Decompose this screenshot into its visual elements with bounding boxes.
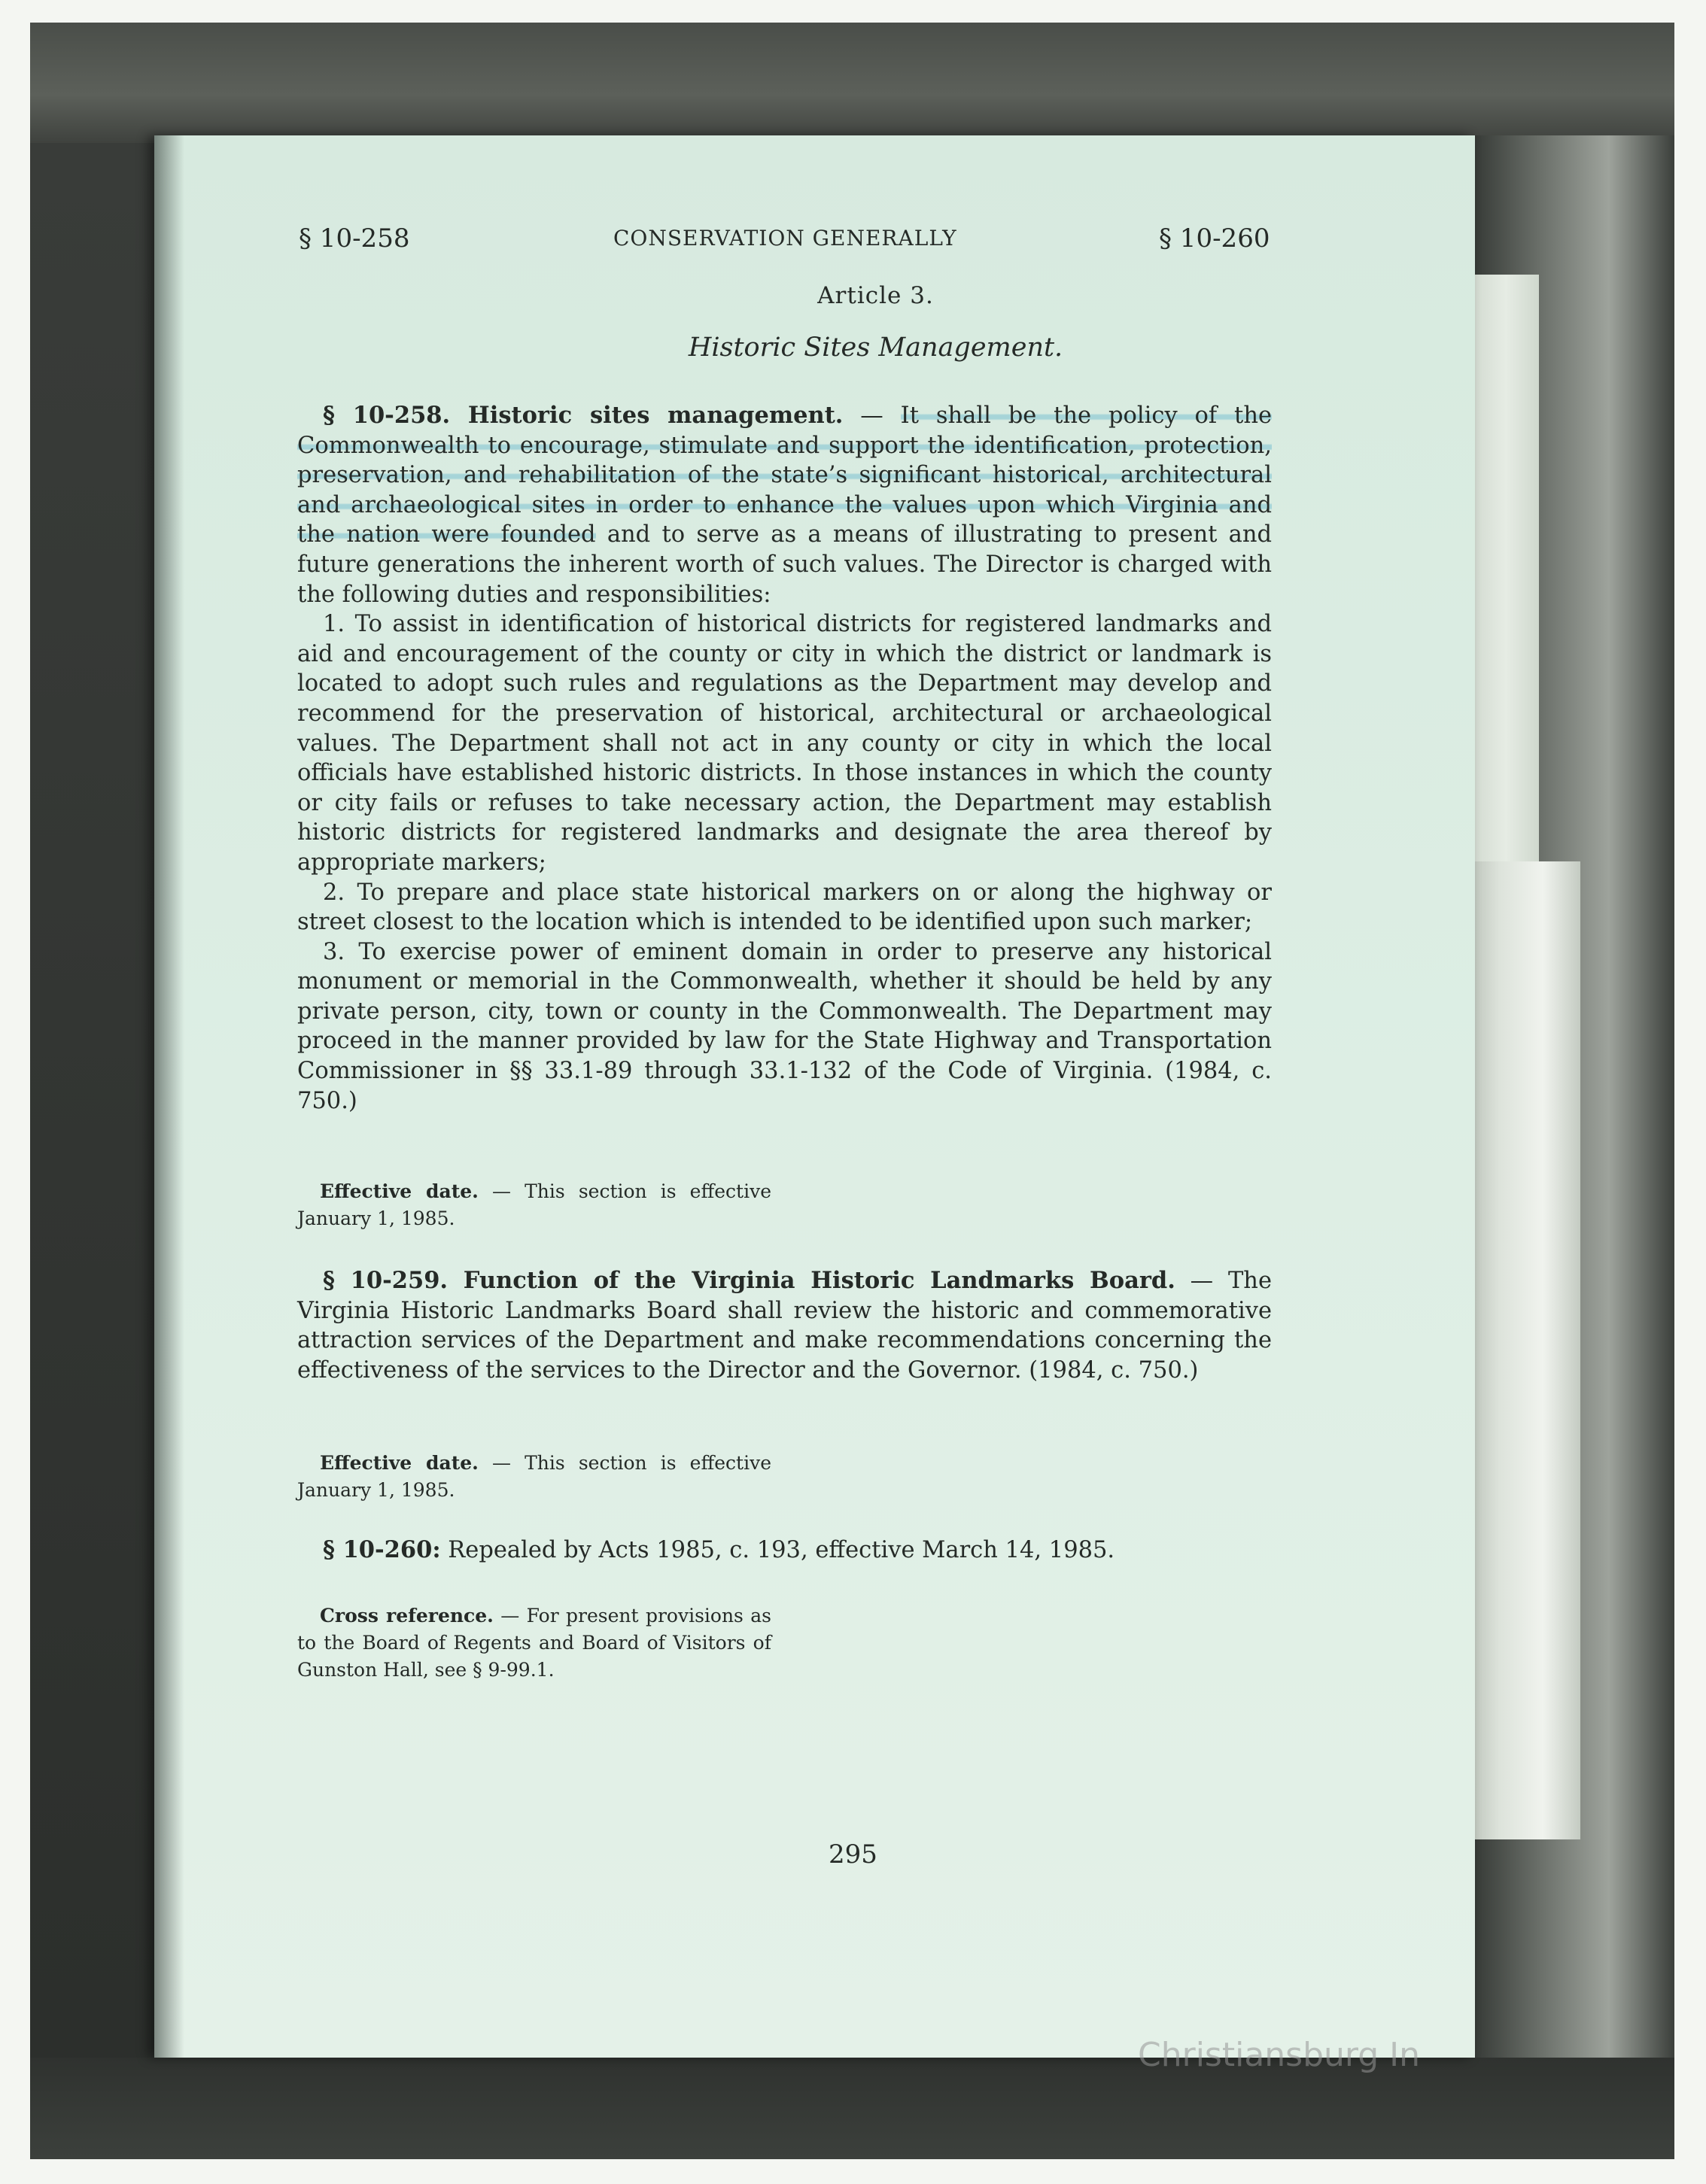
section-10-258-item-3: 3. To exercise power of eminent domain in order to preserve any historical monument or memorial in the Commonwealth, whether it should be held by any private person, city, town or county in the Commonwealth. The Department may proceed in the manner provided by law for the State Highway and Transportation Commissioner in §§ 33.1-89 through 33.1-132 of the Code of Virginia. (1984, c. 750.) xyxy=(297,938,1272,1114)
article-subtitle: Historic Sites Management. xyxy=(688,333,1063,363)
section-10-260-text: Repealed by Acts 1985, c. 193, effective March 14, 1985. xyxy=(440,1537,1115,1563)
note-text: — This section is effective January 1, 1985. xyxy=(297,1180,771,1229)
note-text: — This section is effective January 1, 1985. xyxy=(297,1452,771,1501)
section-10-259-heading: § 10-259. Function of the Virginia Historic Landmarks Board. xyxy=(323,1267,1175,1294)
section-10-259-text: — The Virginia Historic Landmarks Board shall review the historic and commemorative attraction services of the Department and make recommendations concerning the effectiveness of the services to the Director and the Governor. (1984, c. 750.) xyxy=(297,1268,1272,1384)
section-10-260-heading: § 10-260: xyxy=(323,1536,441,1563)
section-10-258 xyxy=(297,401,1272,1116)
running-header-right: § 10-260 xyxy=(1159,223,1270,254)
section-10-259 xyxy=(297,1266,1272,1385)
note-text: — For present provisions as to the Board of Regents and Board of Visitors of Gunston Hall, see § 9-99.1. xyxy=(297,1605,772,1681)
highlighted-passage: It shall be the policy of the Commonwealth to encourage, stimulate and support the identification, protection, preservation, and rehabilitation of the state’s significant historical, architectural and archaeological sites in order to enhance the values upon which Virginia and the nation were founded xyxy=(297,402,1273,548)
scanner-bottom-band xyxy=(30,2058,1674,2159)
running-header-title: CONSERVATION GENERALLY xyxy=(613,226,957,251)
section-10-258-intro xyxy=(297,401,1272,609)
watermark-text: Christiansburg In xyxy=(1138,2036,1421,2074)
section-10-258-item-2: 2. To prepare and place state historical markers on or along the highway or street closest to the location which is intended to be identified upon such marker; xyxy=(297,879,1272,936)
page-gutter-shadow xyxy=(154,135,184,2058)
cross-reference-note xyxy=(297,1602,771,1684)
section-10-258-intro-rest: and to serve as a means of illustrating to present and future generations the inherent worth of such values. The Director is charged with the following duties and responsibilities: xyxy=(297,521,1272,608)
section-10-258-heading: § 10-258. Historic sites management. xyxy=(323,402,844,429)
page-number: 295 xyxy=(829,1839,877,1870)
section-10-258-item-1: 1. To assist in identification of historical districts for registered landmarks and aid and encouragement of the county or city in which the district or landmark is located to adopt such rules and regulations as the Department may develop and recommend for the preservation of historical, architectural or archaeological values. The Department shall not act in any county or city in which the local officials have established historic districts. In those instances in which the county or city fails or refuses to take necessary action, the Department may establish historic districts for registered landmarks and designate the area thereof by appropriate markers; xyxy=(297,611,1272,876)
note-label: Cross reference. xyxy=(320,1605,494,1627)
note-label: Effective date. xyxy=(320,1180,479,1202)
running-header-left: § 10-258 xyxy=(299,223,410,254)
note-label: Effective date. xyxy=(320,1452,479,1474)
scanner-top-band xyxy=(30,23,1674,143)
effective-date-note-258 xyxy=(297,1178,771,1232)
section-10-260 xyxy=(297,1535,1272,1566)
effective-date-note-259 xyxy=(297,1450,771,1504)
article-title: Article 3. xyxy=(817,282,934,309)
section-10-258-dash: — xyxy=(843,402,901,429)
